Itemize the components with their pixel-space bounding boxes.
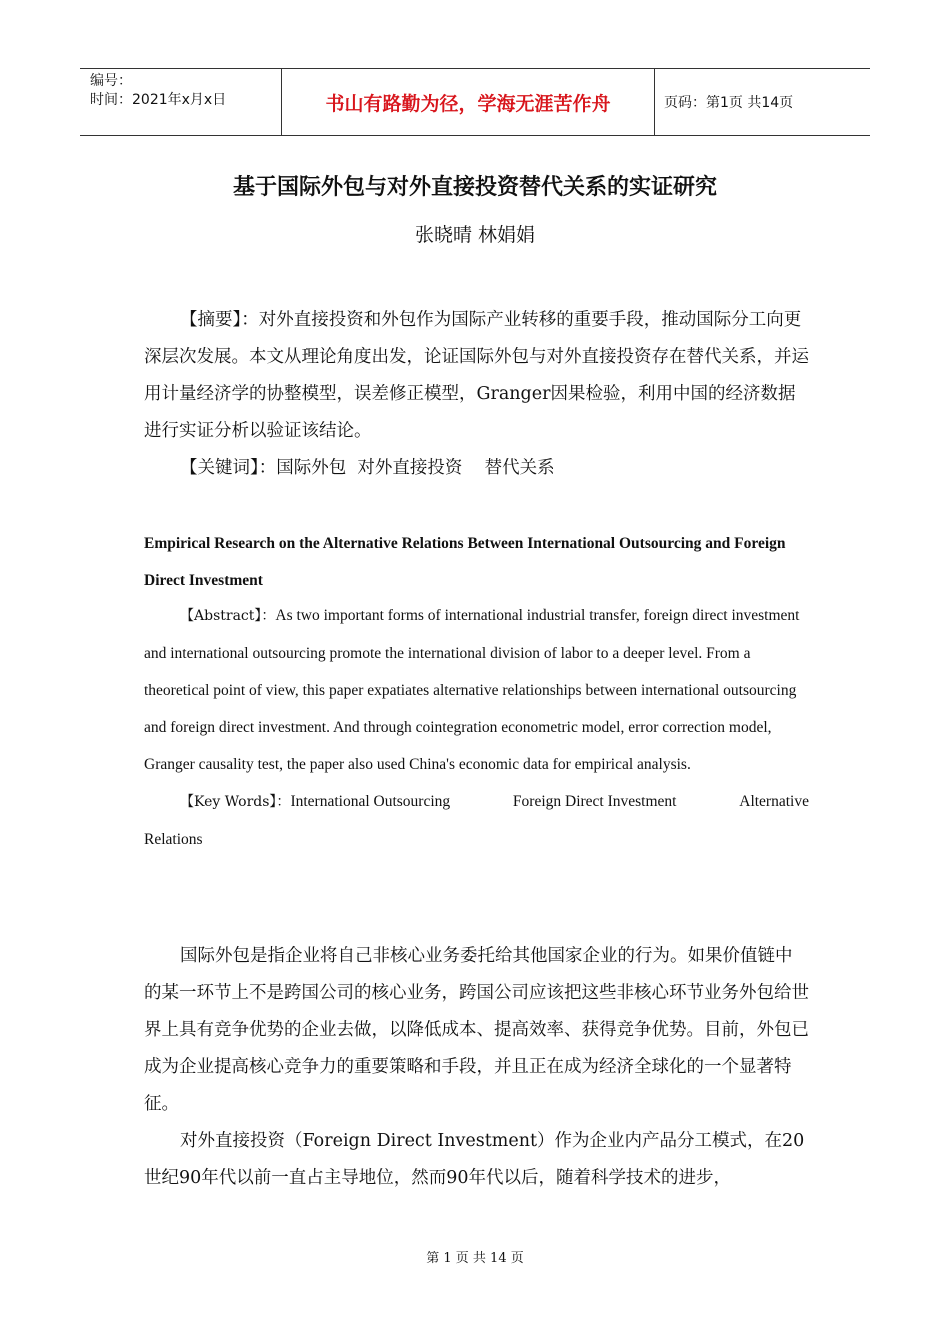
keyword-1: International Outsourcing xyxy=(290,793,451,810)
keywords-cn-label: 【关键词】： xyxy=(180,458,277,478)
keywords-en-label: 【Key Words】： xyxy=(180,794,291,810)
header-page-info: 页码：第1页 共14页 xyxy=(664,95,794,111)
abstract-cn-label: 【摘要】： xyxy=(180,310,259,330)
abstract-en xyxy=(144,597,809,858)
keyword-2: Foreign Direct Investment xyxy=(512,793,677,810)
body-paragraph-1: 国际外包是指企业将自己非核心业务委托给其他国家企业的行为。如果价值链中的某一环节上不是跨国公司的核心业务，跨国公司应该把这些非核心环节业务外包给世界上具有竞争优势的企业去做，以降低成本、提高效率、获得竞争优势。目前，外包已成为企业提高核心竞争力的重要策略和手段，并且正在成为经济全球化的一个显著特征。 xyxy=(144,946,809,1114)
header-meta xyxy=(80,69,282,135)
header-motto: 书山有路勤为径，学海无涯苦作舟 xyxy=(282,69,655,135)
english-title: Empirical Research on the Alternative Relations Between International Outsourcing and Foreign Direct Investment xyxy=(144,535,786,589)
keyword-3b: Relations xyxy=(144,831,203,848)
abstract-en-text: As two important forms of international industrial transfer, foreign direct investment and international outsourcing promote the international division of labor to a deeper level. From a theoretical point of view, this paper expatiates alternative relationships between international outsourcing and foreign direct investment. And through cointegration econometric model, error correction model, Granger causality test, the paper also used China's economic data for empirical analysis. xyxy=(144,607,800,773)
number-label: 编号： xyxy=(90,73,132,89)
abstract-cn-text: 对外直接投资和外包作为国际产业转移的重要手段，推动国际分工向更深层次发展。本文从理论角度出发，论证国际外包与对外直接投资存在替代关系，并运用计量经济学的协整模型，误差修正模型，Granger因果检验，利用中国的经济数据进行实证分析以验证该结论。 xyxy=(144,310,809,441)
body-text xyxy=(144,938,809,1197)
abstract-cn xyxy=(144,302,809,487)
keyword-3a: Alternative xyxy=(739,793,809,810)
date-label: 时间：2021年x月x日 xyxy=(90,92,227,108)
paper-authors: 张晓晴 林娟娟 xyxy=(414,224,536,246)
body-paragraph-2: 对外直接投资（Foreign Direct Investment）作为企业内产品分工模式，在20世纪90年代以前一直占主导地位，然而90年代以后，随着科学技术的进步， xyxy=(144,1131,805,1188)
keywords-en xyxy=(144,783,809,821)
keywords-cn-text: 国际外包 对外直接投资 替代关系 xyxy=(276,458,555,478)
abstract-en-label: 【Abstract】： xyxy=(180,608,276,624)
page-footer: 第 1 页 共 14 页 xyxy=(426,1251,524,1266)
paper-title: 基于国际外包与对外直接投资替代关系的实证研究 xyxy=(232,175,717,200)
document-header xyxy=(80,68,870,136)
